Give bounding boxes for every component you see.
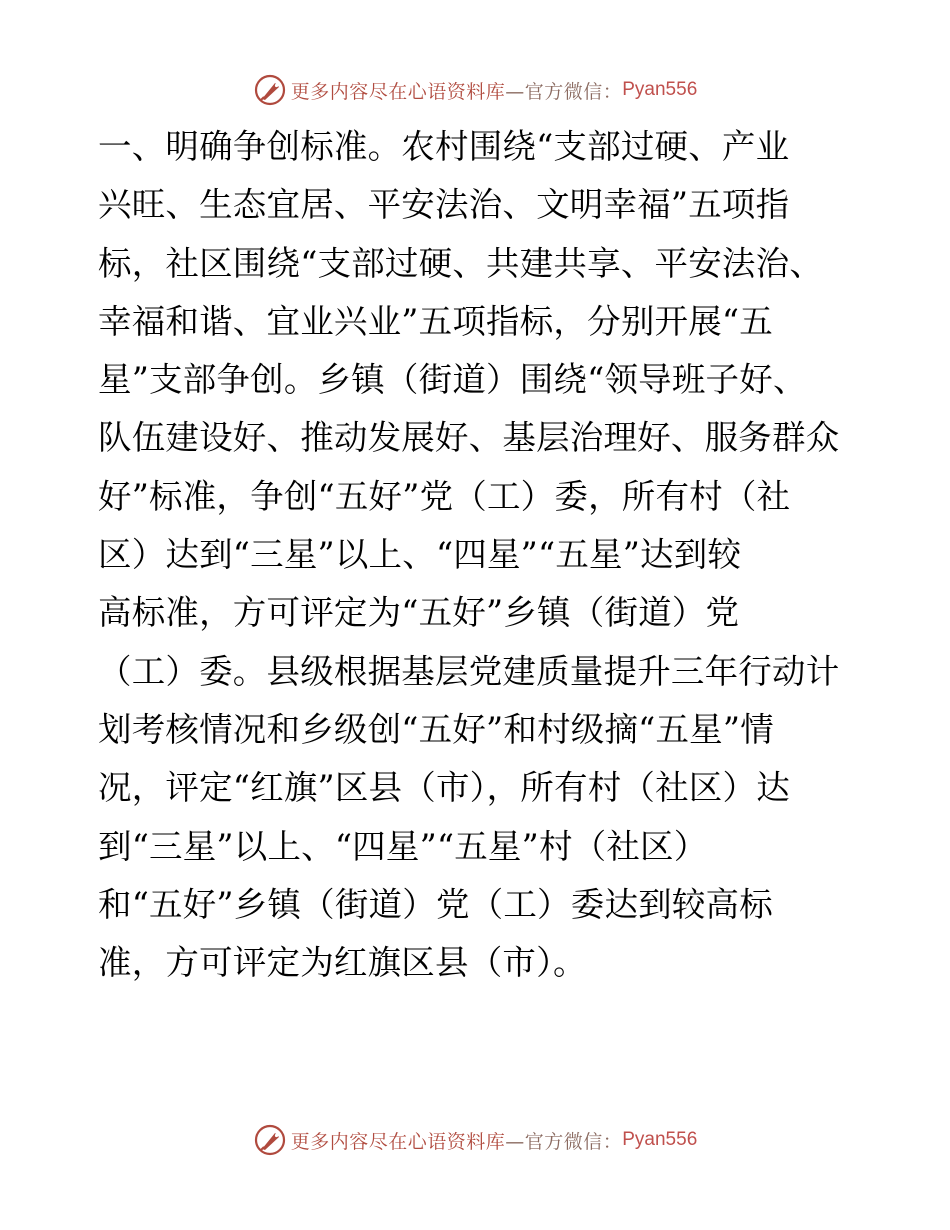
- body-line: （工）委。县级根据基层党建质量提升三年行动计: [98, 651, 840, 691]
- watermark-wechat-id: Pyan556: [622, 1129, 698, 1150]
- body-line: 兴旺、生态宜居、平安法治、文明幸福”五项指: [98, 185, 790, 225]
- watermark-wechat-id: Pyan556: [622, 79, 698, 100]
- header-watermark: [0, 73, 950, 107]
- body-line: 准，方可评定为红旗区县（市）。: [98, 943, 587, 983]
- body-line: 好”标准，争创“五好”党（工）委，所有村（社: [98, 476, 791, 516]
- pen-nib-logo-icon: [253, 1123, 287, 1157]
- body-line: 队伍建设好、推动发展好、基层治理好、服务群众: [98, 418, 840, 458]
- document-body: [98, 118, 858, 992]
- body-line: 幸福和谐、宜业兴业”五项指标，分别开展“五: [98, 301, 773, 341]
- body-line: 标，社区围绕“支部过硬、共建共享、平安法治、: [98, 243, 824, 283]
- watermark-separator-text: —官方微信：: [505, 1130, 623, 1153]
- body-line: 和“五好”乡镇（街道）党（工）委达到较高标: [98, 884, 773, 924]
- body-line: 划考核情况和乡级创“五好”和村级摘“五星”情: [98, 709, 774, 749]
- body-line: 高标准，方可评定为“五好”乡镇（街道）党: [98, 593, 740, 633]
- watermark-separator-text: —官方微信：: [505, 80, 623, 103]
- watermark-brand-text: 更多内容尽在心语资料库: [290, 80, 506, 103]
- body-line: 一、明确争创标准。农村围绕“支部过硬、产业: [98, 127, 790, 166]
- watermark-brand-text: 更多内容尽在心语资料库: [290, 1130, 506, 1153]
- footer-watermark: [0, 1123, 950, 1157]
- body-line: 到“三星”以上、“四星”“五星”村（社区）: [98, 826, 708, 866]
- body-line: 况，评定“红旗”区县（市），所有村（社区）达: [98, 768, 790, 808]
- body-line: 星”支部争创。乡镇（街道）围绕“领导班子好、: [98, 360, 807, 400]
- body-line: 区）达到“三星”以上、“四星”“五星”达到较: [98, 535, 742, 575]
- pen-nib-logo-icon: [253, 73, 287, 107]
